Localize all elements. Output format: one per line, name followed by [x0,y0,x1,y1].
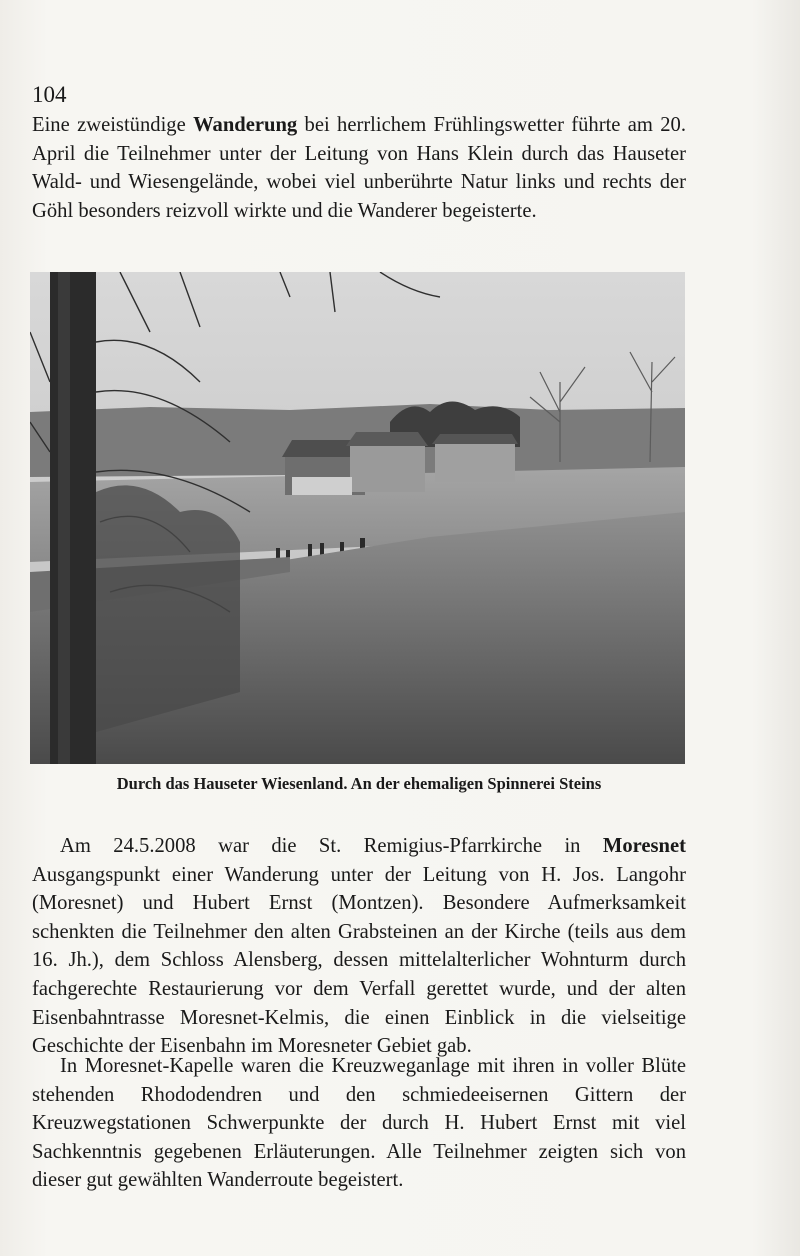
photo-hauset-meadow [30,272,685,764]
highlight-moresnet: Moresnet [602,835,686,857]
page-number: 104 [32,82,67,107]
photo-caption: Durch das Hauseter Wiesenland. An der ehemaligen Spinnerei Steins [116,774,602,793]
paragraph-hauset-hike [32,111,686,225]
highlight-wanderung: Wanderung [193,114,298,136]
paragraph-moresnet-kapelle: In Moresnet-Kapelle waren die Kreuzweganlage mit ihren in voller Blüte stehenden Rhododendren und den schmiedeeisernen Gittern der Kreuzwegstationen Schwerpunkte der durch H. Hubert Ernst mit viel Sachkenntnis gegebenen Erläuterungen. Alle Teilnehmer zeigten sich von dieser gut gewählten Wanderroute begeistert. [32,1055,686,1192]
paragraph-text: bei herrlichem Frühlingswetter führte am 20. April die Teilnehmer unter der Leitung von Hans Klein durch das Hauseter Wald- und Wiesengelände, wobei viel unberührte Natur links und rechts der Göhl besonders reizvoll wirkte und die Wanderer begeisterte. [32,114,686,222]
paragraph-moresnet-hike [32,832,686,1061]
landscape-photo-illustration [30,272,685,764]
paragraph-text: Am 24.5.2008 war die St. Remigius-Pfarrkirche in [60,835,603,857]
paragraph-text: Ausgangspunkt einer Wanderung unter der Leitung von H. Jos. Langohr (Moresnet) und Hubert Ernst (Montzen). Besondere Aufmerksamkeit schenkten die Teilnehmer den alten Grabsteinen an der Kirche (teils aus dem 16. Jh.), dem Schloss Alensberg, dessen mittelalterlicher Wohnturm durch fachgerechte Restaurierung vor dem Verfall gerettet wurde, und der alten Eisenbahntrasse Moresnet-Kelmis, die einen Einblick in die vielseitige Geschichte der Eisenbahn im Moresneter Gebiet gab. [32,863,686,1058]
paragraph-text: Eine zweistündige [32,114,194,136]
